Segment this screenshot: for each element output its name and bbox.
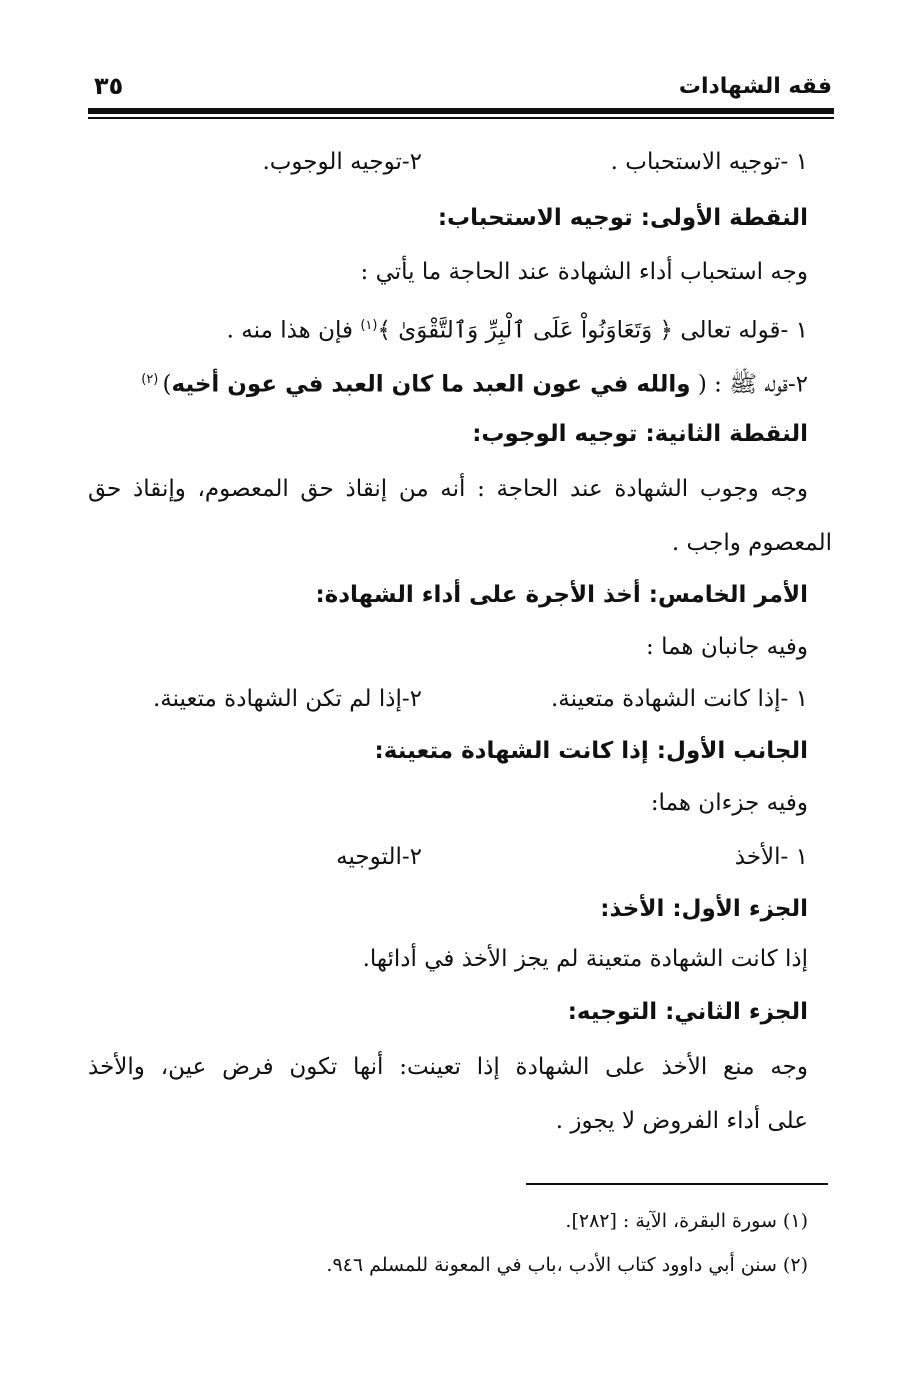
paragraph-wujub-line2: المعصوم واجب . xyxy=(671,530,832,556)
list-item-tawjih: ٢-التوجيه xyxy=(336,844,422,870)
heading-second-point: النقطة الثانية: توجيه الوجوب: xyxy=(472,421,808,447)
paragraph-two-sides: وفيه جانبان هما : xyxy=(646,634,808,660)
footnote-1: (١) سورة البقرة، الآية : [٢٨٢]. xyxy=(565,1210,808,1232)
list-item-istihbab: ١ -توجيه الاستحباب . xyxy=(610,149,808,175)
paragraph-tawjih-line2: على أداء الفروض لا يجوز . xyxy=(555,1108,808,1134)
list-item-wujub: ٢-توجيه الوجوب. xyxy=(262,149,422,175)
hadith-intro: ٢-قوله ﷺ : ( xyxy=(690,371,808,398)
page-number: ٣٥ xyxy=(94,72,124,100)
paragraph-tawjih-line1: وجه منع الأخذ على الشهادة إذا تعينت: أنها تكون فرض عين، والأخذ xyxy=(88,1054,808,1080)
heading-first-part: الجزء الأول: الأخذ: xyxy=(600,896,808,922)
quran-verse-comment: فإن هذا منه . xyxy=(226,317,361,344)
heading-fifth-matter: الأمر الخامس: أخذ الأجرة على أداء الشهادة: xyxy=(315,582,808,608)
list-item-mutaayyina: ١ -إذا كانت الشهادة متعينة. xyxy=(550,686,808,712)
heading-second-part: الجزء الثاني: التوجيه: xyxy=(567,999,808,1025)
running-header-title: فقه الشهادات xyxy=(678,74,832,99)
paragraph-akhdh-ruling: إذا كانت الشهادة متعينة لم يجز الأخذ في أدائها. xyxy=(362,946,808,972)
list-item-ghayr-mutaayyina: ٢-إذا لم تكن الشهادة متعينة. xyxy=(152,686,422,712)
footnote-separator xyxy=(526,1183,828,1185)
header-rule-thick xyxy=(88,108,834,114)
paragraph-two-parts: وفيه جزءان هما: xyxy=(650,790,808,816)
footnote-2: (٢) سنن أبي داوود كتاب الأدب ،باب في المعونة للمسلم ٩٤٦. xyxy=(326,1254,808,1276)
heading-first-point: النقطة الأولى: توجيه الاستحباب: xyxy=(437,205,808,231)
paragraph-hadith xyxy=(141,365,808,400)
footnote-ref-1[interactable]: (١) xyxy=(360,318,378,333)
hadith-close: ) xyxy=(162,371,172,398)
quran-verse-text: ١ -قوله تعالى ﴿ وَتَعَاوَنُواْ عَلَى ٱلْبِرِّ وَٱلتَّقْوَىٰ ﴾ xyxy=(377,317,808,344)
list-item-akhdh: ١ -الأخذ xyxy=(734,844,808,870)
paragraph-istihbab-intro: وجه استحباب أداء الشهادة عند الحاجة ما يأتي : xyxy=(360,259,808,285)
header-rule-thin xyxy=(88,117,834,119)
paragraph-quran-verse xyxy=(227,311,808,346)
paragraph-wujub-line1: وجه وجوب الشهادة عند الحاجة : أنه من إنقاذ حق المعصوم، وإنقاذ حق xyxy=(88,476,808,502)
heading-first-side: الجانب الأول: إذا كانت الشهادة متعينة: xyxy=(374,738,808,764)
footnote-ref-2[interactable]: (٢) xyxy=(141,372,163,387)
hadith-text: والله في عون العبد ما كان العبد في عون أخيه xyxy=(171,371,691,398)
